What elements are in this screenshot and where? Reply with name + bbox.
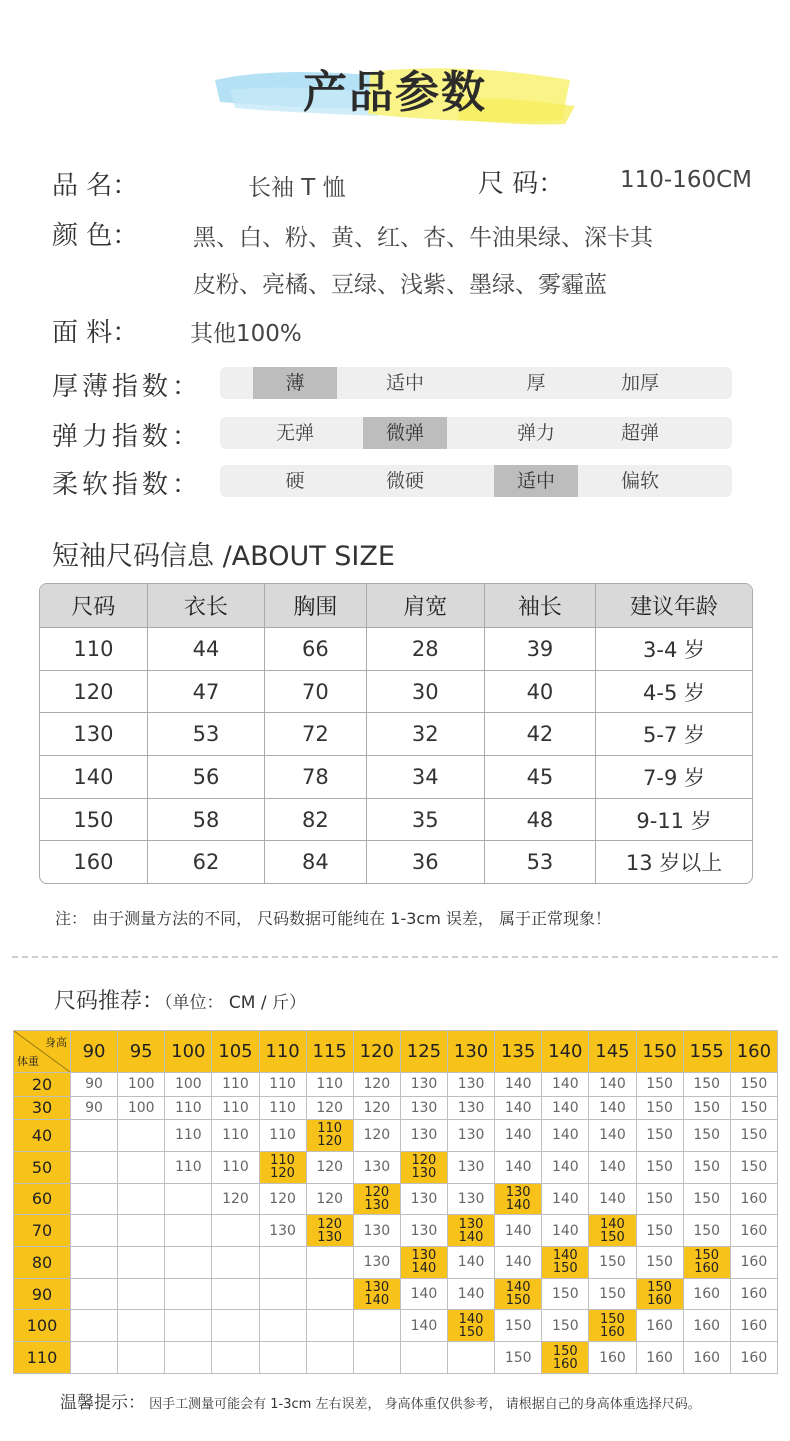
grid-cell (212, 1310, 259, 1342)
weight-header: 80 (14, 1246, 71, 1278)
grid-cell (306, 1310, 353, 1342)
fabric-value: 其他100% (190, 321, 302, 347)
table-row (14, 1183, 778, 1215)
grid-cell (212, 1278, 259, 1310)
table-row (14, 1310, 778, 1342)
table-cell: 84 (265, 841, 367, 883)
table-cell: 56 (147, 756, 264, 799)
grid-cell (118, 1183, 165, 1215)
grid-cell: 130 (448, 1120, 495, 1152)
index-option-selected: 适中 (494, 465, 578, 497)
table-cell: 42 (484, 713, 595, 756)
height-header: 155 (683, 1031, 730, 1073)
table-cell: 53 (484, 841, 595, 883)
size-label: 尺 码： (478, 169, 565, 199)
grid-cell: 150 (683, 1151, 730, 1183)
grid-cell: 130 (448, 1183, 495, 1215)
grid-cell: 130 (448, 1096, 495, 1120)
height-header: 150 (636, 1031, 683, 1073)
table-cell: 150 (40, 798, 147, 841)
grid-cell: 130 (400, 1183, 447, 1215)
index-label: 厚薄指数： (52, 372, 203, 402)
height-header: 105 (212, 1031, 259, 1073)
index-scale (220, 465, 732, 497)
weight-header: 90 (14, 1278, 71, 1310)
grid-cell: 130 (400, 1096, 447, 1120)
grid-cell (400, 1342, 447, 1374)
grid-cell: 140 (542, 1073, 589, 1097)
height-header: 135 (495, 1031, 542, 1073)
grid-cell: 130 (448, 1073, 495, 1097)
grid-cell: 140 (542, 1215, 589, 1247)
grid-cell: 120 (306, 1183, 353, 1215)
index-option-selected: 薄 (253, 367, 337, 399)
grid-cell: 140 (448, 1278, 495, 1310)
grid-cell: 150 (636, 1215, 683, 1247)
size-table-header-cell: 衣长 (147, 584, 264, 628)
table-row (40, 670, 752, 713)
grid-cell: 130 (353, 1246, 400, 1278)
recommend-unit: （单位： CM / 斤） (164, 993, 306, 1013)
grid-cell (306, 1278, 353, 1310)
height-header: 125 (400, 1031, 447, 1073)
grid-cell: 110 (259, 1096, 306, 1120)
index-option: 硬 (285, 470, 305, 492)
table-cell: 36 (366, 841, 484, 883)
size-table-header-cell: 袖长 (484, 584, 595, 628)
recommend-title-text: 尺码推荐： (54, 989, 165, 1014)
weight-header: 30 (14, 1096, 71, 1120)
grid-corner-height: 身高 (45, 1036, 67, 1049)
table-row (14, 1096, 778, 1120)
table-cell: 130 (40, 713, 147, 756)
weight-header: 110 (14, 1342, 71, 1374)
grid-cell: 130 (400, 1215, 447, 1247)
grid-cell: 140 (495, 1096, 542, 1120)
grid-cell: 150 (589, 1246, 636, 1278)
grid-corner-weight: 体重 (17, 1055, 39, 1068)
grid-cell: 110 (165, 1096, 212, 1120)
table-cell: 13 岁以上 (625, 851, 723, 876)
grid-cell: 130 (400, 1073, 447, 1097)
grid-cell: 150 (683, 1183, 730, 1215)
grid-cell: 110 (212, 1096, 259, 1120)
grid-cell: 130 (259, 1215, 306, 1247)
grid-cell-between-sizes: 150 160 (636, 1278, 683, 1310)
index-option: 超弹 (620, 422, 659, 444)
grid-cell-between-sizes: 120 130 (400, 1151, 447, 1183)
grid-cell: 160 (730, 1342, 777, 1374)
table-cell: 70 (265, 670, 367, 713)
grid-cell (212, 1215, 259, 1247)
grid-cell: 110 (259, 1073, 306, 1097)
grid-cell: 120 (306, 1096, 353, 1120)
table-row (14, 1120, 778, 1152)
index-label: 弹力指数： (52, 422, 203, 452)
grid-cell: 160 (730, 1278, 777, 1310)
grid-cell (353, 1342, 400, 1374)
grid-cell (212, 1342, 259, 1374)
grid-cell-between-sizes: 130 140 (353, 1278, 400, 1310)
grid-cell: 150 (636, 1096, 683, 1120)
grid-cell (118, 1310, 165, 1342)
height-header: 95 (118, 1031, 165, 1073)
grid-cell: 120 (259, 1183, 306, 1215)
index-option: 微硬 (385, 470, 424, 492)
index-option-selected: 微弹 (363, 417, 447, 449)
grid-cell: 140 (589, 1073, 636, 1097)
grid-cell: 150 (495, 1310, 542, 1342)
index-option: 加厚 (620, 372, 659, 394)
grid-cell: 160 (589, 1342, 636, 1374)
size-value: 110-160CM (620, 167, 753, 193)
grid-cell: 130 (353, 1151, 400, 1183)
size-table-header (40, 584, 752, 628)
table-row (14, 1278, 778, 1310)
divider (12, 956, 778, 958)
table-cell: 34 (366, 756, 484, 799)
grid-cell: 110 (165, 1151, 212, 1183)
table-row (14, 1151, 778, 1183)
grid-cell: 140 (542, 1183, 589, 1215)
grid-cell: 140 (495, 1151, 542, 1183)
grid-cell: 100 (118, 1073, 165, 1097)
grid-cell: 110 (165, 1120, 212, 1152)
grid-cell (353, 1310, 400, 1342)
size-table (39, 583, 753, 884)
grid-cell: 140 (495, 1073, 542, 1097)
table-cell: 44 (147, 628, 264, 671)
grid-cell: 140 (589, 1120, 636, 1152)
index-option: 无弹 (275, 422, 314, 444)
weight-header: 100 (14, 1310, 71, 1342)
weight-header: 20 (14, 1073, 71, 1097)
weight-header: 50 (14, 1151, 71, 1183)
grid-cell-between-sizes: 140 150 (448, 1310, 495, 1342)
table-cell: 3-4 岁 (596, 628, 752, 671)
height-header: 90 (71, 1031, 118, 1073)
grid-cell: 120 (353, 1096, 400, 1120)
grid-cell (71, 1342, 118, 1374)
weight-header: 40 (14, 1120, 71, 1152)
table-row (40, 756, 752, 799)
grid-cell: 110 (212, 1120, 259, 1152)
grid-cell: 150 (683, 1120, 730, 1152)
grid-cell-between-sizes: 150 160 (542, 1342, 589, 1374)
grid-cell: 150 (542, 1310, 589, 1342)
grid-cell (165, 1246, 212, 1278)
recommend-grid-header (14, 1031, 778, 1073)
grid-cell (259, 1310, 306, 1342)
grid-cell-between-sizes: 140 150 (542, 1246, 589, 1278)
table-cell: 32 (366, 713, 484, 756)
grid-cell: 150 (636, 1151, 683, 1183)
grid-cell: 160 (730, 1183, 777, 1215)
grid-cell (71, 1183, 118, 1215)
grid-cell (71, 1278, 118, 1310)
grid-cell: 150 (495, 1342, 542, 1374)
table-row (14, 1073, 778, 1097)
color-label: 颜 色： (52, 221, 139, 251)
grid-cell: 110 (259, 1120, 306, 1152)
index-option: 偏软 (620, 470, 659, 492)
grid-cell (71, 1310, 118, 1342)
grid-cell-between-sizes: 130 140 (448, 1215, 495, 1247)
grid-cell (165, 1183, 212, 1215)
grid-cell: 120 (306, 1151, 353, 1183)
grid-cell (165, 1310, 212, 1342)
height-header: 145 (589, 1031, 636, 1073)
grid-cell: 110 (212, 1073, 259, 1097)
grid-cell (118, 1151, 165, 1183)
table-cell: 5-7 岁 (596, 713, 752, 756)
grid-cell: 150 (636, 1246, 683, 1278)
color-list-line1: 黑、白、粉、黄、红、杏、牛油果绿、深卡其 (193, 225, 653, 251)
grid-cell-between-sizes: 110 120 (259, 1151, 306, 1183)
table-cell: 58 (147, 798, 264, 841)
tip-label: 温馨提示： (60, 1393, 145, 1413)
grid-cell: 150 (683, 1215, 730, 1247)
grid-cell: 150 (730, 1096, 777, 1120)
grid-cell: 140 (495, 1246, 542, 1278)
table-row (14, 1215, 778, 1247)
grid-cell: 160 (636, 1310, 683, 1342)
grid-cell: 150 (730, 1151, 777, 1183)
grid-cell: 160 (636, 1342, 683, 1374)
table-cell: 28 (366, 628, 484, 671)
table-cell: 62 (147, 841, 264, 883)
grid-cell (165, 1342, 212, 1374)
grid-cell (259, 1278, 306, 1310)
grid-cell: 160 (730, 1246, 777, 1278)
table-cell: 53 (147, 713, 264, 756)
grid-cell (71, 1151, 118, 1183)
weight-header: 70 (14, 1215, 71, 1247)
grid-cell: 130 (448, 1151, 495, 1183)
grid-cell: 140 (542, 1120, 589, 1152)
grid-cell-between-sizes: 110 120 (306, 1120, 353, 1152)
grid-cell: 140 (542, 1151, 589, 1183)
grid-cell: 150 (683, 1073, 730, 1097)
table-cell: 30 (366, 670, 484, 713)
grid-cell (448, 1342, 495, 1374)
grid-cell: 160 (730, 1215, 777, 1247)
table-row (40, 798, 752, 841)
grid-cell: 150 (683, 1096, 730, 1120)
grid-cell-between-sizes: 140 150 (589, 1215, 636, 1247)
measurement-note: 注： 由于测量方法的不同， 尺码数据可能纯在 1-3cm 误差， 属于正常现象！ (55, 909, 611, 928)
recommend-title (54, 984, 306, 1015)
grid-cell: 140 (400, 1310, 447, 1342)
tip-text: 因手工测量可能会有 1-3cm 左右误差， 身高体重仅供参考， 请根据自己的身高体重选择尺码。 (149, 1397, 701, 1412)
name-value: 长袖 T 恤 (248, 175, 346, 201)
height-header: 115 (306, 1031, 353, 1073)
grid-cell: 110 (306, 1073, 353, 1097)
grid-cell (118, 1215, 165, 1247)
table-cell: 140 (40, 756, 147, 799)
index-scale (220, 417, 732, 449)
grid-cell: 140 (400, 1278, 447, 1310)
height-header: 110 (259, 1031, 306, 1073)
table-cell: 160 (40, 841, 147, 883)
size-table-header-cell: 尺码 (40, 584, 147, 628)
grid-cell: 120 (212, 1183, 259, 1215)
grid-cell-between-sizes: 140 150 (495, 1278, 542, 1310)
grid-cell: 150 (730, 1073, 777, 1097)
recommend-grid (13, 1030, 778, 1374)
grid-cell: 160 (683, 1278, 730, 1310)
grid-cell: 160 (683, 1310, 730, 1342)
index-scale (220, 367, 732, 399)
grid-corner (14, 1031, 71, 1073)
grid-cell: 140 (448, 1246, 495, 1278)
grid-cell: 160 (730, 1310, 777, 1342)
table-cell: 66 (265, 628, 367, 671)
grid-cell (71, 1120, 118, 1152)
page-title: 产品参数 (303, 67, 487, 118)
grid-cell (259, 1246, 306, 1278)
table-cell: 45 (484, 756, 595, 799)
grid-cell (118, 1120, 165, 1152)
grid-cell: 110 (212, 1151, 259, 1183)
table-row (40, 628, 752, 671)
table-cell: 82 (265, 798, 367, 841)
grid-cell: 90 (71, 1096, 118, 1120)
grid-cell: 100 (165, 1073, 212, 1097)
grid-cell (118, 1342, 165, 1374)
grid-cell: 100 (118, 1096, 165, 1120)
grid-cell: 140 (495, 1120, 542, 1152)
grid-cell: 150 (589, 1278, 636, 1310)
grid-cell (306, 1246, 353, 1278)
height-header: 140 (542, 1031, 589, 1073)
grid-cell: 130 (353, 1215, 400, 1247)
height-header: 130 (448, 1031, 495, 1073)
index-option: 厚 (526, 372, 546, 394)
table-cell: 72 (265, 713, 367, 756)
grid-cell: 150 (636, 1120, 683, 1152)
size-table-header-cell: 建议年龄 (596, 584, 752, 628)
tip (60, 1388, 701, 1413)
table-cell: 78 (265, 756, 367, 799)
table-row (14, 1246, 778, 1278)
height-header: 120 (353, 1031, 400, 1073)
grid-cell: 140 (589, 1151, 636, 1183)
grid-cell: 150 (542, 1278, 589, 1310)
grid-cell (165, 1215, 212, 1247)
grid-cell (71, 1246, 118, 1278)
fabric-label: 面 料： (52, 318, 139, 348)
table-row (40, 713, 752, 756)
table-cell: 7-9 岁 (596, 756, 752, 799)
grid-cell-between-sizes: 130 140 (495, 1183, 542, 1215)
grid-cell: 150 (730, 1120, 777, 1152)
grid-cell (118, 1278, 165, 1310)
grid-cell: 90 (71, 1073, 118, 1097)
grid-cell: 130 (400, 1120, 447, 1152)
weight-header: 60 (14, 1183, 71, 1215)
table-cell: 47 (147, 670, 264, 713)
table-cell: 40 (484, 670, 595, 713)
grid-cell: 160 (683, 1342, 730, 1374)
size-table-header-cell: 胸围 (265, 584, 367, 628)
height-header: 160 (730, 1031, 777, 1073)
grid-cell: 120 (353, 1120, 400, 1152)
grid-cell-between-sizes: 130 140 (400, 1246, 447, 1278)
height-header: 100 (165, 1031, 212, 1073)
table-cell: 120 (40, 670, 147, 713)
grid-cell: 140 (542, 1096, 589, 1120)
grid-cell: 140 (495, 1215, 542, 1247)
index-option: 适中 (385, 372, 424, 394)
index-label: 柔软指数： (52, 470, 203, 500)
grid-cell-between-sizes: 150 160 (589, 1310, 636, 1342)
grid-cell: 140 (589, 1096, 636, 1120)
grid-cell: 120 (353, 1073, 400, 1097)
table-cell: 9-11 岁 (596, 798, 752, 841)
table-cell: 4-5 岁 (596, 670, 752, 713)
grid-cell (212, 1246, 259, 1278)
index-option: 弹力 (516, 422, 555, 444)
table-row (14, 1342, 778, 1374)
grid-cell-between-sizes: 120 130 (353, 1183, 400, 1215)
grid-cell-between-sizes: 150 160 (683, 1246, 730, 1278)
grid-cell: 150 (636, 1073, 683, 1097)
grid-cell (259, 1342, 306, 1374)
table-cell: 48 (484, 798, 595, 841)
grid-cell-between-sizes: 120 130 (306, 1215, 353, 1247)
grid-cell (71, 1215, 118, 1247)
name-label: 品 名： (52, 171, 139, 201)
grid-cell: 150 (636, 1183, 683, 1215)
size-table-header-cell: 肩宽 (366, 584, 484, 628)
grid-cell: 140 (589, 1183, 636, 1215)
table-cell: 35 (366, 798, 484, 841)
size-table-title: 短袖尺码信息 /ABOUT SIZE (52, 541, 395, 572)
grid-cell (306, 1342, 353, 1374)
grid-cell (165, 1278, 212, 1310)
grid-cell (118, 1246, 165, 1278)
table-cell: 39 (484, 628, 595, 671)
color-list-line2: 皮粉、亮橘、豆绿、浅紫、墨绿、雾霾蓝 (193, 272, 607, 298)
table-row (40, 841, 752, 883)
table-cell: 110 (40, 628, 147, 671)
